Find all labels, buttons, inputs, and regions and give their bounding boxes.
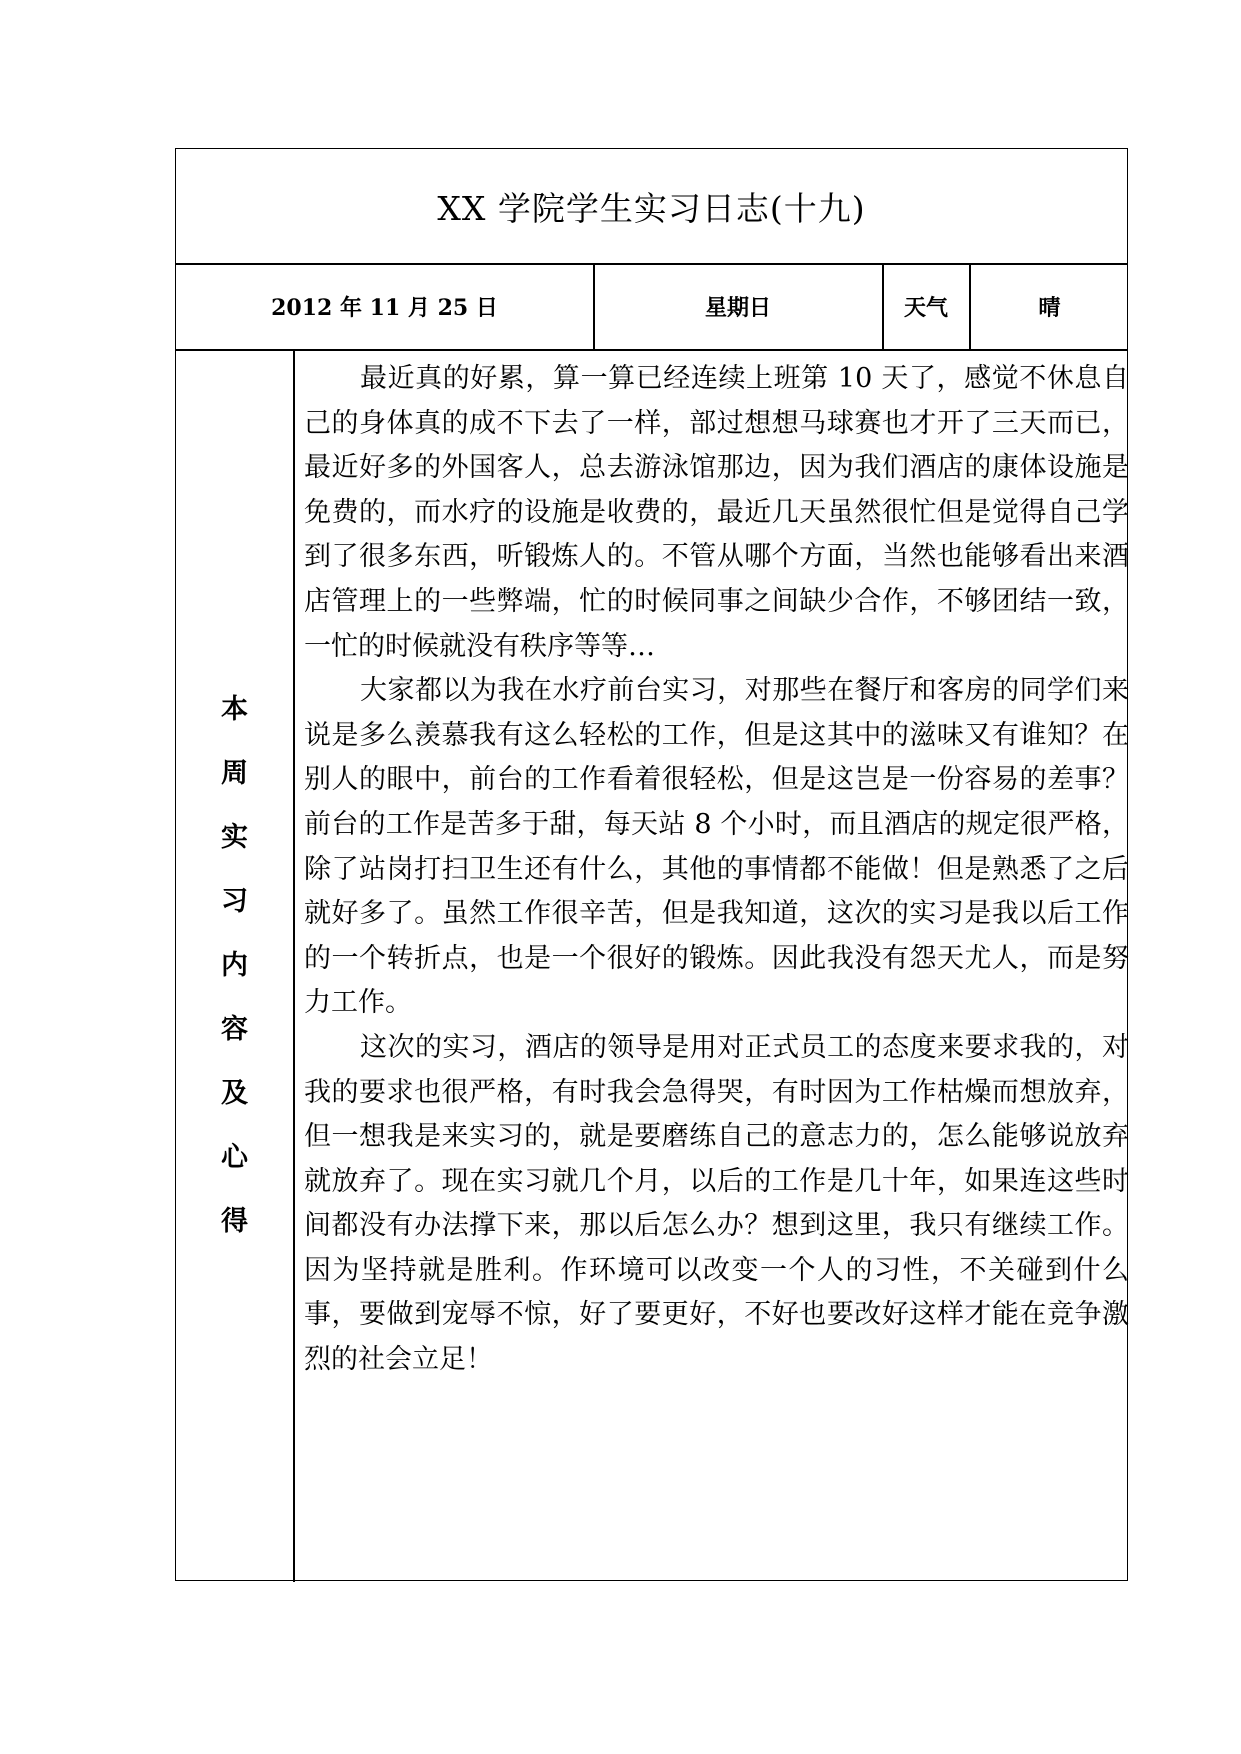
- log-title: XX 学院学生实习日志(十九): [437, 188, 866, 228]
- date-cell: 2012 年 11 月 25 日: [271, 294, 498, 321]
- content-paragraph: 大家都以为我在水疗前台实习，对那些在餐厅和客房的同学们来说是多么羡慕我有这么轻松的工作，但是这其中的滋味又有谁知？在别人的眼中，前台的工作看着很轻松，但是这岂是一份容易的差事？前台的工作是苦多于甜，每天站 8 个小时，而且酒店的规定很严格，除了站岗打扫卫生还有什么，其他的事情都不能做！但是熟悉了之后就好多了。虽然工作很辛苦，但是我知道，这次的实习是我以后工作的一个转折点，也是一个很好的锻炼。因此我没有怨天尤人，而是努力工作。: [304, 675, 1129, 1019]
- side-label-char: 得: [221, 1205, 248, 1237]
- internship-log-table: [175, 148, 1128, 1581]
- side-label-char: 习: [221, 885, 248, 917]
- side-label-char: 心: [221, 1141, 248, 1173]
- content-paragraph: 这次的实习，酒店的领导是用对正式员工的态度来要求我的，对我的要求也很严格，有时我会急得哭，有时因为工作枯燥而想放弃，但一想我是来实习的，就是要磨练自己的意志力的，怎么能够说放弃就放弃了。现在实习就几个月，以后的工作是几十年，如果连这些时间都没有办法撑下来，那以后怎么办？想到这里，我只有继续工作。因为坚持就是胜利。作环境可以改变一个人的习性，不关碰到什么事，要做到宠辱不惊，好了要更好，不好也要改好这样才能在竞争激烈的社会立足！: [304, 1031, 1129, 1376]
- weather-label-cell: 天气: [903, 294, 948, 321]
- log-content: [304, 349, 1129, 1383]
- content-paragraph: 最近真的好累，算一算已经连续上班第 10 天了，感觉不休息自己的身体真的成不下去了一样，部过想想马球赛也才开了三天而已，最近好多的外国客人，总去游泳馆那边，因为我们酒店的康体设施是免费的，而水疗的设施是收费的，最近几天虽然很忙但是觉得自己学到了很多东西，听锻炼人的。不管从哪个方面，当然也能够看出来酒店管理上的一些弊端，忙的时候同事之间缺少合作，不够团结一致，一忙的时候就没有秩序等等…: [304, 363, 1129, 662]
- weather-value-cell: 晴: [1038, 294, 1061, 321]
- side-label-char: 周: [221, 757, 248, 789]
- content-section-label: [176, 349, 293, 1582]
- side-label-char: 及: [221, 1077, 248, 1109]
- col-divider-side-label: [293, 349, 295, 1582]
- side-label-char: 容: [221, 1013, 248, 1045]
- side-label-char: 实: [221, 821, 248, 853]
- weekday-cell: 星期日: [704, 294, 771, 321]
- side-label-char: 内: [221, 949, 248, 981]
- side-label-char: 本: [221, 693, 248, 725]
